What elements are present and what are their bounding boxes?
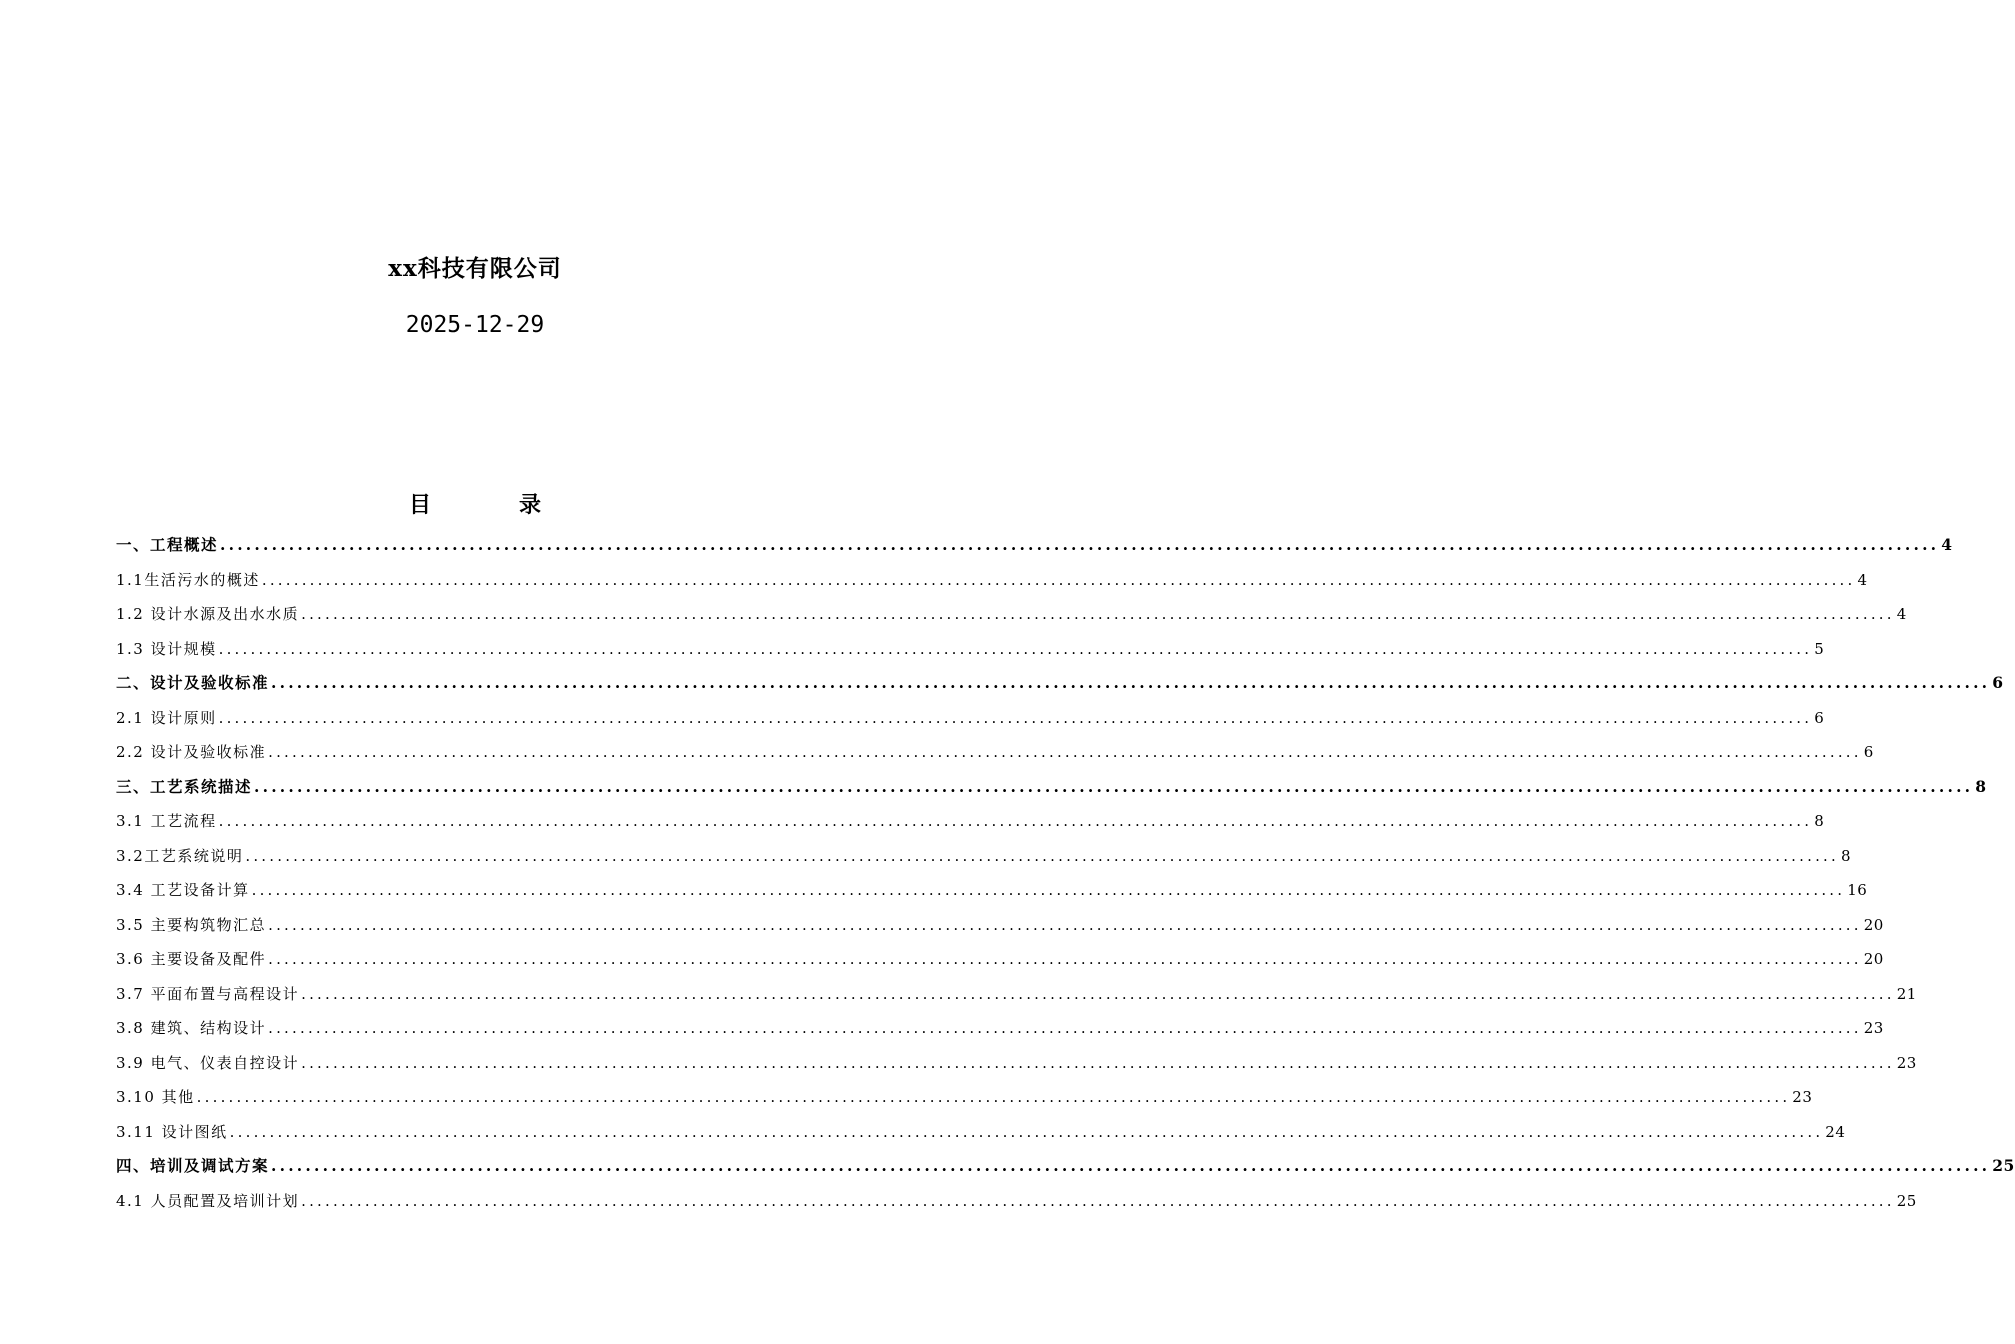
toc-entry-page: 21 [1896, 984, 1917, 1003]
toc-entry[interactable] [116, 1015, 1884, 1050]
toc-entry[interactable] [116, 877, 1868, 912]
toc-entry[interactable] [116, 1153, 2015, 1188]
toc-entry-page: 23 [1792, 1088, 1813, 1106]
toc-entry[interactable] [116, 843, 1852, 878]
toc-entry-label: 1.3 设计规模 [116, 639, 217, 658]
toc-entry-label: 3.8 建筑、结构设计 [116, 1019, 267, 1037]
toc-entry-label: 1.1生活污水的概述 [116, 570, 260, 589]
toc-entry-page: 20 [1863, 950, 1884, 968]
toc-heading [0, 488, 950, 519]
toc-leader-dots: ........................................................................................................................................................................................................ [218, 708, 1813, 727]
toc-leader-dots: ........................................................................................................................................................................................................ [301, 1053, 1895, 1072]
toc-leader-dots: ........................................................................................................................................................................................................ [271, 1156, 1991, 1175]
toc-leader-dots: ........................................................................................................................................................................................................ [268, 915, 1862, 934]
toc-entry-label: 三、工艺系统描述 [116, 776, 253, 796]
toc-entry-label: 3.11 设计图纸 [116, 1122, 228, 1141]
toc-entry[interactable] [116, 808, 1825, 843]
toc-entry[interactable] [116, 739, 1874, 774]
toc-leader-dots: ........................................................................................................................................................................................................ [301, 605, 1895, 623]
toc-entry-page: 20 [1863, 915, 1884, 934]
table-of-contents [116, 532, 2015, 1222]
company-name: xx科技有限公司 [388, 255, 562, 282]
toc-entry[interactable] [116, 774, 1987, 809]
toc-leader-dots: ........................................................................................................................................................................................................ [245, 846, 1839, 865]
toc-entry[interactable] [116, 705, 1825, 740]
toc-leader-dots: ........................................................................................................................................................................................................ [196, 1088, 1791, 1106]
toc-entry-page: 6 [1863, 743, 1874, 761]
toc-entry-page: 8 [1814, 812, 1825, 830]
toc-entry-label: 3.10 其他 [116, 1088, 195, 1106]
toc-leader-dots: ........................................................................................................................................................................................................ [268, 743, 1862, 761]
toc-entry-page: 6 [1814, 708, 1825, 727]
toc-entry-page: 25 [1992, 1156, 2015, 1175]
toc-entry-page: 25 [1896, 1191, 1917, 1210]
toc-entry-label: 3.9 电气、仪表自控设计 [116, 1053, 300, 1072]
toc-entry-label: 3.7 平面布置与高程设计 [116, 984, 300, 1003]
toc-leader-dots: ........................................................................................................................................................................................................ [229, 1122, 1824, 1141]
toc-leader-dots: ........................................................................................................................................................................................................ [220, 535, 1940, 554]
toc-entry[interactable] [116, 601, 1907, 636]
toc-entry-label: 3.2工艺系统说明 [116, 846, 244, 865]
toc-entry-label: 4.1 人员配置及培训计划 [116, 1191, 300, 1210]
toc-heading-right: 录 [519, 492, 542, 518]
toc-entry-page: 8 [1975, 776, 1987, 796]
toc-leader-dots: ........................................................................................................................................................................................................ [254, 776, 1974, 796]
toc-entry[interactable] [116, 1050, 1917, 1085]
toc-entry-label: 3.1 工艺流程 [116, 812, 217, 830]
toc-leader-dots: ........................................................................................................................................................................................................ [301, 984, 1895, 1003]
toc-entry[interactable] [116, 1188, 1917, 1223]
toc-entry-label: 四、培训及调试方案 [116, 1156, 270, 1175]
toc-leader-dots: ........................................................................................................................................................................................................ [218, 812, 1813, 830]
toc-entry[interactable] [116, 670, 2004, 705]
toc-entry[interactable] [116, 1119, 1846, 1154]
toc-leader-dots: ........................................................................................................................................................................................................ [268, 1019, 1862, 1037]
toc-entry-label: 二、设计及验收标准 [116, 673, 270, 692]
toc-entry-label: 一、工程概述 [116, 535, 219, 554]
toc-leader-dots: ........................................................................................................................................................................................................ [271, 673, 1991, 692]
toc-entry[interactable] [116, 981, 1917, 1016]
toc-entry-page: 5 [1814, 639, 1825, 658]
toc-heading-left: 目 [408, 492, 431, 518]
toc-entry-page: 23 [1896, 1053, 1917, 1072]
toc-entry-page: 4 [1896, 605, 1907, 623]
toc-leader-dots: ........................................................................................................................................................................................................ [218, 639, 1813, 658]
toc-entry[interactable] [116, 567, 1868, 602]
toc-entry-page: 16 [1847, 881, 1868, 899]
toc-entry[interactable] [116, 532, 1953, 567]
toc-entry-page: 23 [1863, 1019, 1884, 1037]
toc-entry-page: 4 [1857, 570, 1868, 589]
toc-entry-label: 2.2 设计及验收标准 [116, 743, 267, 761]
toc-entry-page: 8 [1840, 846, 1852, 865]
toc-entry[interactable] [116, 946, 1884, 981]
toc-entry-label: 3.4 工艺设备计算 [116, 881, 250, 899]
toc-entry-page: 24 [1825, 1122, 1846, 1141]
toc-entry-label: 1.2 设计水源及出水水质 [116, 605, 300, 623]
toc-entry-page: 6 [1992, 673, 2004, 692]
toc-entry-page: 4 [1941, 535, 1953, 554]
toc-entry-label: 3.5 主要构筑物汇总 [116, 915, 267, 934]
toc-leader-dots: ........................................................................................................................................................................................................ [268, 950, 1862, 968]
toc-entry[interactable] [116, 912, 1884, 947]
toc-leader-dots: ........................................................................................................................................................................................................ [251, 881, 1846, 899]
toc-leader-dots: ........................................................................................................................................................................................................ [301, 1191, 1895, 1210]
toc-leader-dots: ........................................................................................................................................................................................................ [261, 570, 1856, 589]
toc-entry-label: 2.1 设计原则 [116, 708, 217, 727]
toc-entry[interactable] [116, 1084, 1813, 1119]
toc-entry-label: 3.6 主要设备及配件 [116, 950, 267, 968]
document-date: 2025-12-29 [405, 312, 545, 338]
toc-entry[interactable] [116, 636, 1825, 671]
